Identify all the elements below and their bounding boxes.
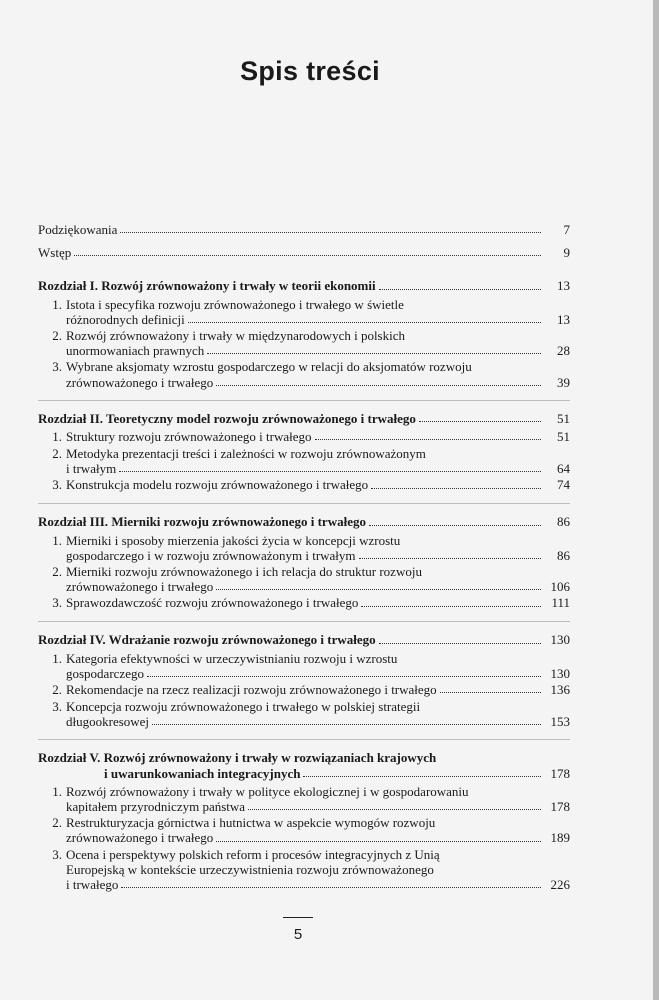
chapter-label: Rozdział II. bbox=[38, 410, 103, 426]
section-title: gospodarczego i w rozwoju zrównoważonym i trwałym bbox=[66, 547, 356, 563]
section-title: i trwałym bbox=[66, 461, 117, 477]
leader-dots bbox=[440, 692, 541, 693]
section-number: 1. bbox=[52, 429, 62, 445]
leader-dots bbox=[152, 724, 541, 725]
section-title: zrównoważonego i trwałego bbox=[66, 579, 214, 595]
leader-dots bbox=[371, 488, 541, 489]
toc-entry-section[interactable] bbox=[38, 682, 570, 698]
section-number: 2. bbox=[52, 446, 62, 462]
toc-entry-section[interactable] bbox=[38, 847, 570, 893]
chapter-title: Mierniki rozwoju zrównoważonego i trwałego bbox=[111, 514, 366, 530]
section-number: 1. bbox=[52, 532, 62, 548]
toc-page-number: 13 bbox=[557, 278, 570, 294]
chapter-title: Teoretyczny model rozwoju zrównoważonego i trwałego bbox=[106, 410, 416, 426]
leader-dots bbox=[419, 421, 541, 422]
leader-dots bbox=[359, 558, 541, 559]
toc-entry-section[interactable] bbox=[38, 429, 570, 445]
section-title-line: Mierniki i sposoby mierzenia jakości życia w koncepcji wzrostu bbox=[66, 532, 401, 548]
toc-entry-chapter[interactable] bbox=[38, 514, 570, 529]
leader-dots bbox=[147, 676, 541, 677]
toc-entry-section[interactable] bbox=[38, 595, 570, 611]
leader-dots bbox=[303, 776, 541, 777]
chapter-heading-line[interactable] bbox=[38, 750, 570, 765]
chapter-label: Rozdział V. bbox=[38, 750, 101, 766]
section-title-line: Wybrane aksjomaty wzrostu gospodarczego w relacji do aksjomatów rozwoju bbox=[66, 359, 472, 375]
toc-page-number: 74 bbox=[557, 477, 570, 493]
toc-page-number: 28 bbox=[557, 343, 570, 359]
toc-page-number: 106 bbox=[550, 579, 570, 595]
section-title: różnorodnych definicji bbox=[66, 311, 185, 327]
leader-dots bbox=[121, 887, 541, 888]
section-title: unormowaniach prawnych bbox=[66, 343, 205, 359]
toc-entry-chapter[interactable] bbox=[38, 278, 570, 293]
section-number: 3. bbox=[52, 359, 62, 375]
section-number: 3. bbox=[52, 846, 62, 862]
section-title-line: Mierniki rozwoju zrównoważonego i ich relacja do struktur rozwoju bbox=[66, 564, 422, 580]
toc-page-number: 130 bbox=[550, 632, 570, 648]
toc-page-number: 153 bbox=[550, 714, 570, 730]
toc-entry-section[interactable] bbox=[38, 651, 570, 681]
leader-dots bbox=[216, 385, 541, 386]
section-title: zrównoważonego i trwałego bbox=[66, 830, 214, 846]
toc-entry-label: Podziękowania bbox=[38, 222, 118, 237]
section-title-line: Istota i specyfika rozwoju zrównoważonego i trwałego w świetle bbox=[66, 296, 404, 312]
toc-page-number: 39 bbox=[557, 374, 570, 390]
chapter-list bbox=[38, 278, 570, 892]
toc-page-number: 130 bbox=[550, 665, 570, 681]
leader-dots bbox=[369, 525, 541, 526]
page-number: 5 bbox=[293, 926, 303, 943]
toc-entry-section[interactable] bbox=[38, 784, 570, 814]
section-title: Struktury rozwoju zrównoważonego i trwałego bbox=[66, 429, 312, 445]
leader-dots bbox=[361, 606, 541, 607]
chapter-block bbox=[38, 514, 570, 611]
chapter-block bbox=[38, 278, 570, 389]
leader-dots bbox=[315, 439, 542, 440]
toc-page-number: 189 bbox=[550, 830, 570, 846]
leader-dots bbox=[216, 589, 541, 590]
chapter-separator bbox=[38, 503, 570, 504]
toc-entry-section[interactable] bbox=[38, 477, 570, 493]
toc-entry-introduction[interactable] bbox=[38, 245, 570, 260]
toc-page-number: 136 bbox=[550, 682, 570, 698]
section-title-line: Koncepcja rozwoju zrównoważonego i trwałego w polskiej strategii bbox=[66, 699, 421, 715]
toc-entry-section[interactable] bbox=[38, 297, 570, 327]
chapter-separator bbox=[38, 739, 570, 740]
page-title: Spis treści bbox=[240, 56, 380, 86]
chapter-title-continued: i uwarunkowaniach integracyjnych bbox=[104, 765, 301, 781]
chapter-separator bbox=[38, 400, 570, 401]
toc-page-number: 226 bbox=[550, 877, 570, 893]
section-title: długookresowej bbox=[66, 714, 150, 730]
section-number: 1. bbox=[52, 783, 62, 799]
section-title: zrównoważonego i trwałego bbox=[66, 374, 214, 390]
chapter-title: Rozwój zrównoważony i trwały w teorii ekonomii bbox=[101, 278, 376, 294]
section-number: 1. bbox=[52, 296, 62, 312]
toc-page-number: 178 bbox=[550, 765, 570, 781]
chapter-block bbox=[38, 411, 570, 494]
chapter-label: Rozdział I. bbox=[38, 278, 98, 294]
toc-entry-section[interactable] bbox=[38, 564, 570, 594]
toc-entry-section[interactable] bbox=[38, 533, 570, 563]
section-title-line: Rozwój zrównoważony i trwały w polityce ekologicznej i w gospodarowaniu bbox=[66, 783, 469, 799]
section-number: 2. bbox=[52, 564, 62, 580]
toc-page-number: 7 bbox=[563, 222, 570, 237]
section-number: 2. bbox=[52, 682, 62, 698]
section-title: kapitałem przyrodniczym państwa bbox=[66, 799, 246, 815]
toc-entry-section[interactable] bbox=[38, 359, 570, 389]
section-title-line: Rozwój zrównoważony i trwały w międzynarodowych i polskich bbox=[66, 328, 406, 344]
section-title-line: Restrukturyzacja górnictwa i hutnictwa w aspekcie wymogów rozwoju bbox=[66, 815, 436, 831]
leader-dots bbox=[120, 232, 541, 233]
section-number: 1. bbox=[52, 650, 62, 666]
toc-page-number: 111 bbox=[551, 595, 570, 611]
section-title: gospodarczego bbox=[66, 665, 144, 681]
toc-page-number: 178 bbox=[550, 799, 570, 815]
toc-entry-section[interactable] bbox=[38, 699, 570, 729]
chapter-label: Rozdział IV. bbox=[38, 632, 106, 648]
leader-dots bbox=[188, 322, 541, 323]
leader-dots bbox=[74, 255, 541, 256]
toc-page-number: 13 bbox=[557, 311, 570, 327]
toc-entry-acknowledgements[interactable] bbox=[38, 222, 570, 237]
toc-page-number: 51 bbox=[557, 429, 570, 445]
toc-page-number: 86 bbox=[557, 514, 570, 530]
toc-page-number: 51 bbox=[557, 410, 570, 426]
toc-entry-section[interactable] bbox=[38, 328, 570, 358]
toc-entry-section[interactable] bbox=[38, 815, 570, 845]
section-title: i trwałego bbox=[66, 877, 119, 893]
chapter-title: Rozwój zrównoważony i trwały w rozwiązaniach krajowych bbox=[103, 750, 437, 766]
leader-dots bbox=[216, 841, 541, 842]
toc-page-number: 86 bbox=[557, 547, 570, 563]
section-title: Konstrukcja modelu rozwoju zrównoważonego i trwałego bbox=[66, 477, 369, 493]
section-number: 2. bbox=[52, 815, 62, 831]
table-of-contents bbox=[38, 222, 570, 902]
toc-entry-chapter[interactable] bbox=[38, 411, 570, 426]
chapter-block bbox=[38, 632, 570, 729]
section-title-line: Kategoria efektywności w urzeczywistnianiu rozwoju i wzrostu bbox=[66, 650, 398, 666]
section-title: Rekomendacje na rzecz realizacji rozwoju zrównoważonego i trwałego bbox=[66, 682, 437, 698]
section-number: 3. bbox=[52, 699, 62, 715]
chapter-block bbox=[38, 750, 570, 892]
section-title: Sprawozdawczość rozwoju zrównoważonego i trwałego bbox=[66, 595, 359, 611]
toc-entry-chapter[interactable] bbox=[38, 766, 570, 781]
leader-dots bbox=[248, 809, 541, 810]
chapter-separator bbox=[38, 621, 570, 622]
toc-page-number: 9 bbox=[563, 245, 570, 261]
toc-page-number: 64 bbox=[557, 461, 570, 477]
toc-entry-label: Wstęp bbox=[38, 245, 72, 261]
toc-entry-section[interactable] bbox=[38, 446, 570, 476]
section-title-line: Metodyka prezentacji treści i zależności w rozwoju zrównoważonym bbox=[66, 446, 426, 462]
chapter-title: Wdrażanie rozwoju zrównoważonego i trwałego bbox=[108, 632, 376, 648]
leader-dots bbox=[379, 643, 541, 644]
section-title-line: Europejską w kontekście urzeczywistnienia rozwoju zrównoważonego bbox=[66, 861, 434, 877]
section-title-line: Ocena i perspektywy polskich reform i procesów integracyjnych z Unią bbox=[66, 846, 440, 862]
section-number: 3. bbox=[52, 595, 62, 611]
section-number: 3. bbox=[52, 477, 62, 493]
leader-dots bbox=[119, 471, 541, 472]
leader-dots bbox=[207, 353, 541, 354]
chapter-label: Rozdział III. bbox=[38, 514, 109, 530]
footer-rule bbox=[283, 917, 313, 918]
toc-entry-chapter[interactable] bbox=[38, 632, 570, 647]
section-number: 2. bbox=[52, 328, 62, 344]
leader-dots bbox=[379, 289, 541, 290]
